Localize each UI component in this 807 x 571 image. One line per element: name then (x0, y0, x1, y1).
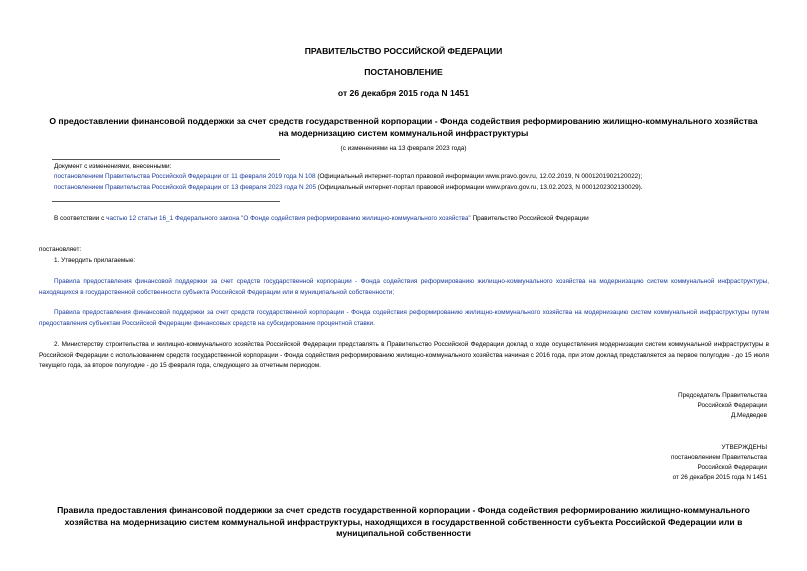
document-date-number: от 26 декабря 2015 года N 1451 (337, 88, 470, 98)
amendment-source: (Официальный интернет-портал правовой информации www.pravo.gov.ru, 13.02.2023, N 0001202302130029). (316, 184, 643, 191)
approval-org: Российской Федерации (697, 464, 767, 471)
rules-title: Правила предоставления финансовой поддержки за счет средств государственной корпорации - Фонда содействия реформированию жилищно-коммунального хозяйства на модернизацию систем коммунальной инфраструктуры, находящихся в государственной собственности субъекта Российской Федерации или в муниципальной собственности (57, 505, 750, 538)
signature-name: Д.Медведев (730, 412, 767, 419)
approval-by: постановлением Правительства (671, 454, 767, 461)
divider-bottom (52, 201, 280, 202)
resolves-text: постановляет: (39, 246, 82, 253)
amendment-item (54, 172, 774, 182)
approval-date: от 26 декабря 2015 года N 1451 (672, 474, 767, 481)
divider-top (52, 159, 280, 160)
signature-block (560, 391, 767, 421)
amendment-item (54, 183, 774, 193)
approval-block (560, 443, 767, 483)
rule-link-1[interactable]: Правила предоставления финансовой поддержки за счет средств государственной корпорации - Фонда содействия реформированию жилищно-коммунального хозяйства на модернизацию систем коммунальной инфраструктуры, находящихся в государственной собственности субъекта Российской Федерации или в муниципальной собственности; (39, 278, 769, 296)
signature-org: Российской Федерации (697, 402, 767, 409)
amendment-link-2019[interactable]: постановлением Правительства Российской Федерации от 11 февраля 2019 года N 108 (54, 173, 316, 180)
preamble-start: В соответствии с (54, 215, 107, 222)
item-1: 1. Утвердить прилагаемые: (54, 257, 136, 264)
rule-link-2[interactable]: Правила предоставления финансовой поддержки за счет средств государственной корпорации - Фонда содействия реформированию жилищно-коммунального хозяйства на модернизацию систем коммунальной инфраструктуры путем предоставления субъектам Российской Федерации финансовых средств на субсидирование процентной ставки. (39, 309, 769, 327)
document-type: ПОСТАНОВЛЕНИЕ (364, 67, 443, 77)
amendment-link-2023[interactable]: постановлением Правительства Российской Федерации от 13 февраля 2023 года N 205 (54, 184, 317, 191)
signature-title: Председатель Правительства (678, 392, 767, 399)
approval-status: УТВЕРЖДЕНЫ (721, 444, 767, 451)
item-2: 2. Министерству строительства и жилищно-коммунального хозяйства Российской Федерации представлять в Правительство Российской Федерации доклад о ходе осуществления модернизации систем коммунальной инфраструктуры в Российской Федерации с использованием средств государственной корпорации - Фонда содействия реформированию жилищно-коммунального хозяйства начиная с 2016 года, при этом доклад представляется за первое полугодие - до 15 июля текущего года, за второе полугодие - до 15 февраля года, следующего за отчетным периодом. (39, 341, 769, 369)
amendments-block (54, 162, 774, 193)
federal-law-link[interactable]: частью 12 статьи 16_1 Федерального закона "О Фонде содействия реформированию жилищно-коммунального хозяйства" (106, 215, 471, 222)
preamble-end: Правительство Российской Федерации (470, 215, 589, 222)
document-title: О предоставлении финансовой поддержки за счет средств государственной корпорации - Фонда содействия реформированию жилищно-коммунального хозяйства на модернизацию систем коммунальной инфраструктуры (49, 116, 758, 138)
preamble (54, 214, 774, 224)
revision-note: (с изменениями на 13 февраля 2023 года) (340, 145, 467, 152)
government-heading: ПРАВИТЕЛЬСТВО РОССИЙСКОЙ ФЕДЕРАЦИИ (304, 46, 503, 56)
amendments-intro: Документ с изменениями, внесенными: (54, 163, 172, 170)
amendment-source: (Официальный интернет-портал правовой информации www.pravo.gov.ru, 12.02.2019, N 0001201902120022); (315, 173, 643, 180)
